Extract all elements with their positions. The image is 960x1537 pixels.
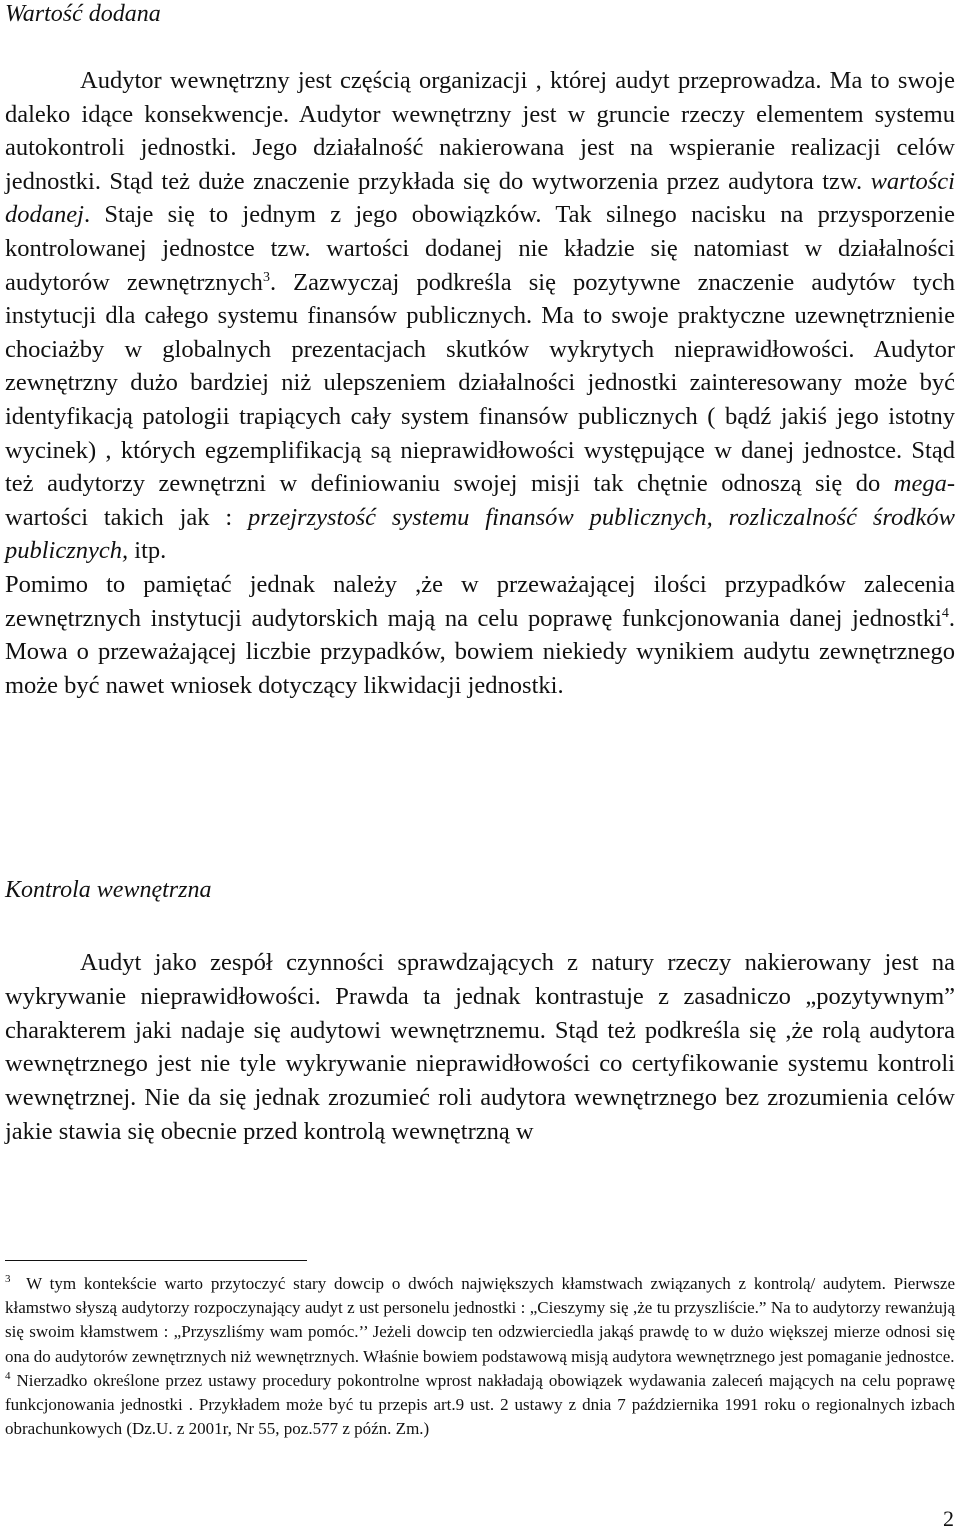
footnote-reference-3[interactable]: 3 [262,269,270,285]
footnote-separator [5,1260,307,1261]
section-heading-wartosc-dodana: Wartość dodana [5,1,161,27]
paragraph-text: Audyt jako zespół czynności sprawdzających z natury rzeczy nakierowany jest na wykrywanie nieprawidłowości. Prawda ta jednak kontrastuje z zasadniczo „pozytywnym” charakterem jaki nadaje się audytowi wewnętrznemu. Stąd też podkreśla się ,że rolą audytora wewnętrznego jest nie tyle wykrywanie nieprawidłowości co certyfikowanie systemu kontroli wewnętrznej. Nie da się jednak zrozumieć roli audytora wewnętrznego bez zrozumienia celów jakie stawia się obecnie przed kontrolą wewnętrzną w [5,949,955,1145]
paragraph-text: Audytor wewnętrzny jest częścią organizacji , której audyt przeprowadza. Ma to swoje daleko idące konsekwencje. [5,67,955,128]
footnote-text-4: Nierzadko określone przez ustawy procedury pokontrolne wprost nakładają obowiązek wydawania zaleceń mających na celu poprawę funkcjonowania jednostki . Przykładem może być tu przepis art.9 ust. 2 ustawy z dnia 7 października 1991 roku o regionalnych izbach obrachunkowych (Dz.U. z 2001r, Nr 55, poz.577 z późn. Zm.) [5,1370,955,1439]
paragraph-kontrola-wewnetrzna [5,946,955,1149]
paragraph-text: itp. [134,537,167,565]
paragraph-text: Audytor wewnętrzny jest w gruncie rzeczy elementem systemu autokontroli jednostki. Jego działalność nakierowana jest na wspieranie realizacji celów jednostki. Stąd też duże znaczenie przykłada się do wytworzenia przez audytora tzw. [5,100,955,195]
footnote-text-3: W tym kontekście warto przytoczyć stary dowcip o dwóch największych kłamstwach związanych z kontrolą/ audytem. Pierwsze kłamstwo słyszą audytorzy rozpoczynający audyt z ust personelu jednostki : „Cieszymy się ,że tu przyszliście.” Na to audytorzy rewanżują się swoim kłamstwem : „Przyszliśmy wam pomóc.’’ Jeżeli dowcip ten odzwierciedla jakąś prawdę to w dużo większej mierze odnosi się ona do audytorów zewnętrznych niż wewnętrznych. Właśnie bowiem podstawową misją audytora wewnętrznego jest pomaganie jednostce. [5,1274,955,1366]
section-heading-kontrola-wewnetrzna: Kontrola wewnętrzna [5,877,212,903]
italic-term: mega [893,470,947,498]
footnotes-block [5,1272,955,1441]
paragraph-text: . Zazwyczaj podkreśla się pozytywne znaczenie audytów tych instytucji dla całego systemu finansów publicznych. Ma to swoje praktyczne uzewnętrznienie chociażby w globalnych prezentacjach skutków wykrytych nieprawidłowości. Audytor zewnętrzny dużo bardziej niż ulepszeniem działalności jednostki zainteresowany może być identyfikacją patologii trapiących cały system finansów publicznych ( bądź jakiś jego istotny wycinek) , których egzemplifikacją są nieprawidłowości występujące w danej jednostce. Stąd też audytorzy zewnętrzni w definiowaniu swojej misji tak chętnie odnoszą się do [5,268,955,498]
footnote-reference-4[interactable]: 4 [941,605,949,621]
paragraph-text: . Mowa o przeważającej liczbie przypadków, bowiem niekiedy wynikiem audytu zewnętrznego może być nawet wniosek dotyczący likwidacji jednostki. [5,604,955,699]
paragraph-text: . Staje się to jednym z jego obowiązków. Tak silnego nacisku na przysporzenie kontrolowanej jednostce tzw. wartości dodanej nie kładzie się natomiast w działalności audytorów zewnętrznych [5,201,955,296]
paragraph-text: Pomimo to pamiętać jednak należy ,że w przeważającej ilości przypadków zalecenia zewnętrznych instytucji audytorskich mają na celu poprawę funkcjonowania danej jednostki [5,570,955,632]
italic-term: wartości dodanej [5,167,955,229]
page-number: 2 [943,1506,954,1531]
footnote-mark-4: 4 [5,1369,11,1382]
italic-term: przejrzystość systemu finansów publicznych, rozliczalność środków publicznych, [5,503,955,565]
footnote-mark-3: 3 [5,1273,11,1285]
paragraph-wartosc-dodana [5,64,955,702]
paragraph-text: - wartości takich jak : [5,470,955,531]
